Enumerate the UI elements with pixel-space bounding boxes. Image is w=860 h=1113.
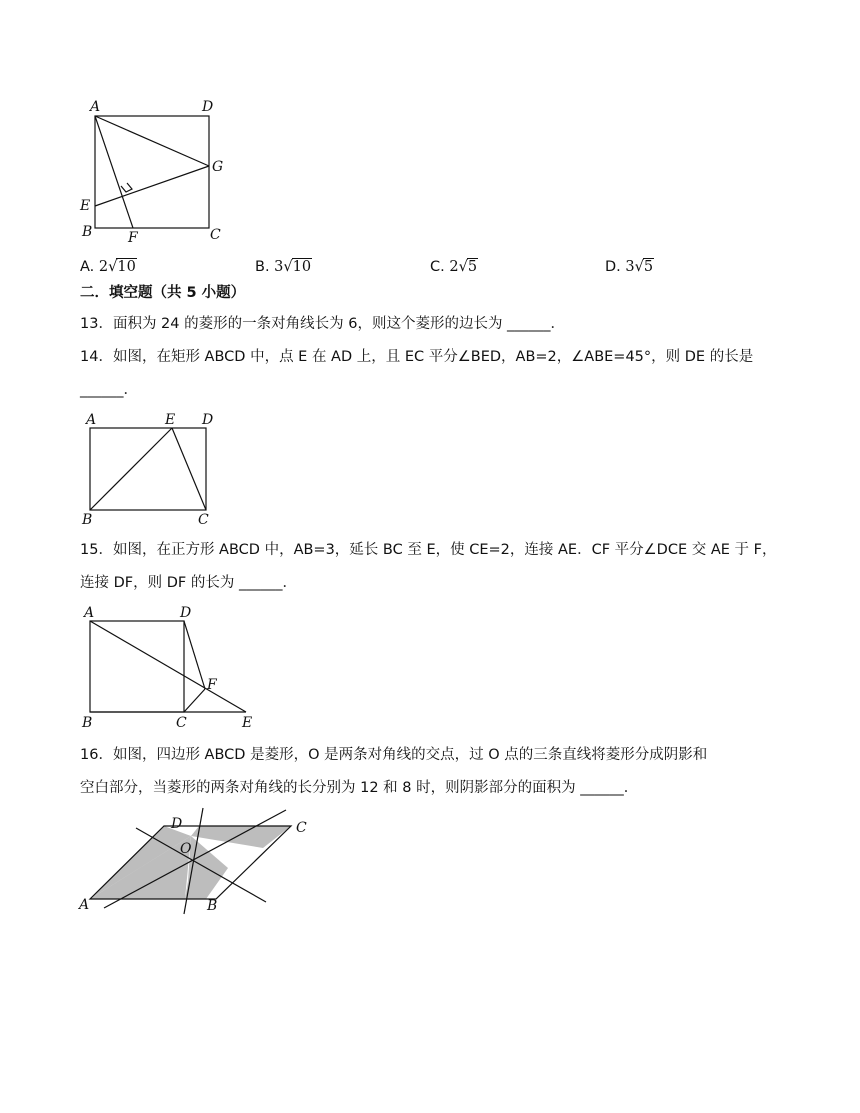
question-14-line1: 14．如图，在矩形 ABCD 中，点 E 在 AD 上，且 EC 平分∠BED，AB=2，∠ABE=45°，则 DE 的长是 [80, 349, 754, 365]
option-b-value: 3√10 [274, 259, 312, 275]
option-c[interactable]: C. 2√5 [430, 259, 478, 275]
option-d[interactable]: D. 3√5 [605, 259, 654, 275]
label-f: F [207, 677, 217, 693]
figure-square-extended [76, 601, 266, 731]
label-e: E [165, 412, 176, 428]
option-c-value: 2√5 [449, 259, 478, 275]
label-f: F [128, 230, 138, 246]
label-e: E [80, 198, 91, 214]
question-16-line2: 空白部分，当菱形的两条对角线的长分别为 12 和 8 时，则阴影部分的面积为 ______． [80, 780, 639, 796]
option-a[interactable]: A. 2√10 [80, 259, 136, 275]
figure-rhombus-shaded [76, 806, 316, 918]
figure-rectangle-ebc [76, 408, 226, 530]
question-13: 13．面积为 24 的菱形的一条对角线长为 6，则这个菱形的边长为 ______． [80, 316, 566, 332]
label-b: B [82, 715, 93, 731]
label-d: D [202, 99, 214, 115]
figure-square-agfe [76, 96, 236, 246]
label-c: C [198, 512, 209, 528]
label-d: D [180, 605, 192, 621]
label-a: A [90, 99, 101, 115]
question-15-line1: 15．如图，在正方形 ABCD 中，AB=3，延长 BC 至 E，使 CE=2，连接 AE．CF 平分∠DCE 交 AE 于 F， [80, 542, 777, 558]
question-16-line1: 16．如图，四边形 ABCD 是菱形，O 是两条对角线的交点，过 O 点的三条直线将菱形分成阴影和 [80, 747, 708, 763]
label-b: B [82, 224, 93, 240]
question-15-line2: 连接 DF，则 DF 的长为 ______． [80, 575, 297, 591]
option-d-value: 3√5 [625, 259, 654, 275]
label-c: C [296, 820, 307, 836]
label-c: C [210, 227, 221, 243]
label-b: B [207, 898, 218, 914]
section-heading: 二．填空题（共 5 小题） [80, 285, 246, 301]
option-b[interactable]: B. 3√10 [255, 259, 312, 275]
label-a: A [79, 897, 90, 913]
label-a: A [86, 412, 97, 428]
label-a: A [84, 605, 95, 621]
label-e: E [242, 715, 253, 731]
label-c: C [176, 715, 187, 731]
label-b: B [82, 512, 93, 528]
label-o: O [180, 841, 192, 857]
option-a-value: 2√10 [98, 259, 136, 275]
label-g: G [212, 159, 224, 175]
label-d: D [171, 816, 183, 832]
question-14-line2: ______． [80, 382, 138, 398]
label-d: D [202, 412, 214, 428]
